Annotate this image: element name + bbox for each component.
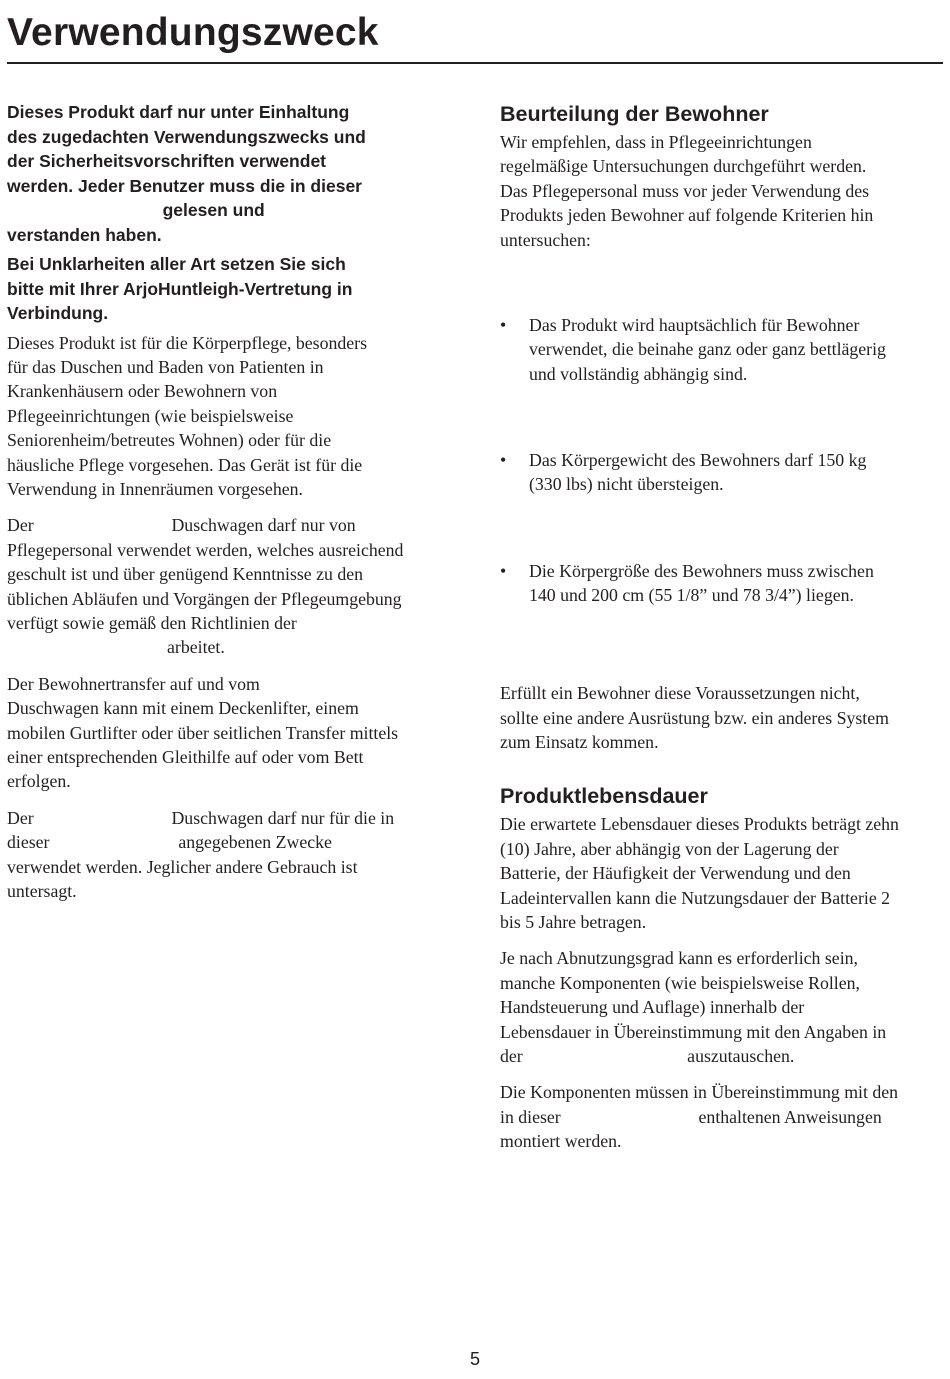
- list-item: [500, 313, 945, 386]
- safety-warning: Dieses Produkt darf nur unter Einhaltung des zugedachten Verwendungszwecks und der Sicherheitsvorschriften verwendet werden. Jeder Benutzer muss die in dieser gelesen und verstanden haben.: [7, 102, 366, 245]
- list-item: [500, 559, 945, 608]
- bullet-icon: •: [500, 449, 507, 470]
- page-title: Verwendungszweck: [7, 11, 379, 54]
- assembly-paragraph: Die Komponenten müssen in Übereinstimmung mit den in dieser enthaltenen Anweisungen montiert werden.: [500, 1082, 899, 1152]
- list-item: [500, 448, 945, 497]
- criterion-text: Das Körpergewicht des Bewohners darf 150 kg (330 lbs) nicht übersteigen.: [529, 449, 867, 495]
- page-number: 5: [469, 1349, 480, 1369]
- usage-restriction-paragraph: Der Duschwagen darf nur für die in dieser angegebenen Zwecke verwendet werden. Jeglicher andere Gebrauch ist untersagt.: [7, 807, 395, 902]
- criterion-text: Das Produkt wird hauptsächlich für Bewohner verwendet, die beinahe ganz oder ganz bettlägerig und vollständig abhängig sind.: [529, 314, 886, 384]
- criterion-text: Die Körpergröße des Bewohners muss zwischen 140 und 200 cm (55 1/8” und 78 3/4”) liegen.: [529, 560, 874, 605]
- transfer-paragraph: Der Bewohnertransfer auf und vom Duschwagen kann mit einem Deckenlifter, einem mobilen Gurtlifter oder über seitlichen Transfer mittels einer entsprechenden Gleithilfe auf oder vom Bett erfolgen.: [7, 673, 399, 792]
- bullet-icon: •: [500, 560, 507, 581]
- right-column: [500, 100, 945, 1166]
- assessment-outro: Erfüllt ein Bewohner diese Voraussetzungen nicht, sollte eine andere Ausrüstung bzw. ein anderes System zum Einsatz kommen.: [500, 683, 889, 752]
- product-lifetime-heading: Produktlebensdauer: [500, 784, 708, 809]
- intended-use-paragraph: Dieses Produkt ist für die Körperpflege, besonders für das Duschen und Baden von Patienten in Krankenhäusern oder Bewohnern von Pflegeeinrichtungen (wie beispielsweise Seniorenheim/betreutes Wohnen) oder für die häusliche Pflege vorgesehen. Das Gerät ist für die Verwendung in Innenräumen vorgesehen.: [7, 332, 367, 499]
- lifetime-paragraph: Die erwartete Lebensdauer dieses Produkts beträgt zehn (10) Jahre, aber abhängig von der Lagerung der Batterie, der Häufigkeit der Verwendung und den Ladeintervallen kann die Nutzungsdauer der Batterie 2 bis 5 Jahre betragen.: [500, 814, 899, 932]
- title-divider: [7, 62, 943, 64]
- component-replacement-paragraph: Je nach Abnutzungsgrad kann es erforderlich sein, manche Komponenten (wie beispielsweise Rollen, Handsteuerung und Auflage) innerhalb der Lebensdauer in Übereinstimmung mit den Angaben in der auszutauschen.: [500, 948, 887, 1066]
- staff-requirement-paragraph: Der Duschwagen darf nur von Pflegepersonal verwendet werden, welches ausreichend geschult ist und über genügend Kenntnisse zu den üblichen Abläufen und Vorgängen der Pflegeumgebung verfügt sowie gemäß den Richtlinien der arbeitet.: [7, 515, 404, 658]
- resident-assessment-heading: Beurteilung der Bewohner: [500, 102, 769, 126]
- contact-notice: Bei Unklarheiten aller Art setzen Sie sich bitte mit Ihrer ArjoHuntleigh-Vertretung in Verbindung.: [7, 254, 353, 323]
- criteria-list: [500, 264, 945, 669]
- assessment-intro: Wir empfehlen, dass in Pflegeeinrichtungen regelmäßige Untersuchungen durchgeführt werden. Das Pflegepersonal muss vor jeder Verwendung des Produkts jeden Bewohner auf folgende Kriterien hin untersuchen:: [500, 132, 874, 250]
- bullet-icon: •: [500, 314, 507, 335]
- left-column: [7, 100, 457, 915]
